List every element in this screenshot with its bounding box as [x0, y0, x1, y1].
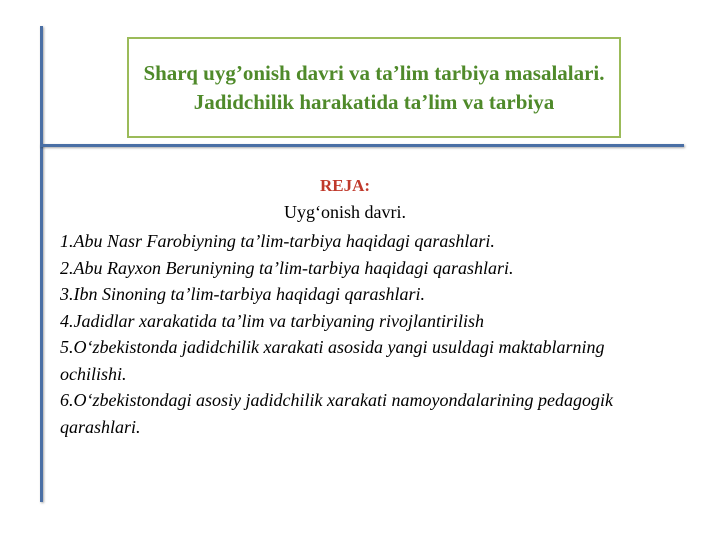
horizontal-rule-line [40, 144, 684, 147]
plan-item-6: 6.O‘zbekistondagi asosiy jadidchilik xarakati namoyondalarining pedagogik qarashlari. [60, 390, 636, 437]
vertical-rule-line [40, 26, 43, 502]
plan-subtitle: Uyg‘onish davri. [284, 202, 406, 222]
plan-item-3: 3.Ibn Sinoning ta’lim-tarbiya haqidagi qarashlari. [60, 284, 426, 304]
plan-item-4: 4.Jadidlar xarakatida ta’lim va tarbiyaning rivojlantirilish [60, 310, 484, 331]
plan-item-5: 5.O‘zbekistonda jadidchilik xarakati asosida yangi usuldagi maktablarning ochilishi. [60, 337, 605, 384]
plan-list [60, 228, 660, 440]
slide-title: Sharq uyg’onish davri va ta’lim tarbiya masalalari. Jadidchilik harakatida ta’lim va tarbiya [143, 60, 605, 114]
title-box [127, 37, 621, 138]
plan-item-2: 2.Abu Rayxon Beruniyning ta’lim-tarbiya haqidagi qarashlari. [60, 257, 514, 278]
plan-item-1: 1.Abu Nasr Farobiyning ta’lim-tarbiya haqidagi qarashlari. [60, 231, 495, 251]
plan-heading: REJA: [319, 176, 371, 195]
